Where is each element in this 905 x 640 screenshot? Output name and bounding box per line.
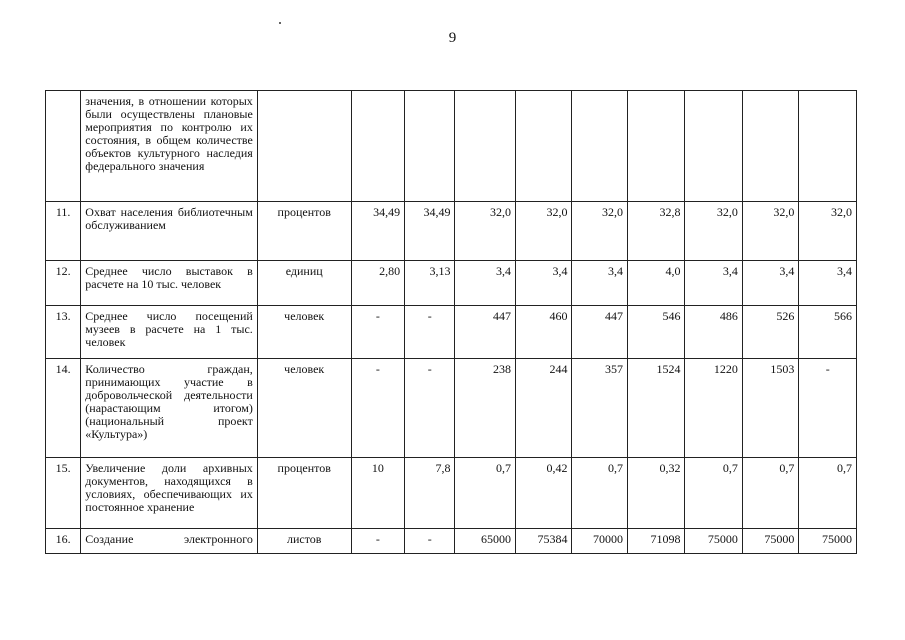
value-cell: 244 bbox=[516, 359, 572, 458]
value-cell bbox=[405, 91, 455, 202]
value-cell: 75000 bbox=[742, 529, 798, 554]
value-cell: 3,4 bbox=[516, 261, 572, 306]
indicator-name: Увеличение доли архивных документов, находящихся в условиях, обеспечивающих их постоянное хранение bbox=[81, 458, 258, 529]
indicators-table bbox=[45, 90, 857, 554]
value-cell: 71098 bbox=[627, 529, 684, 554]
value-cell: 0,7 bbox=[799, 458, 857, 529]
value-cell: - bbox=[799, 359, 857, 458]
value-cell: 0,7 bbox=[572, 458, 627, 529]
value-cell: 34,49 bbox=[405, 202, 455, 261]
value-cell: 0,42 bbox=[516, 458, 572, 529]
table-row bbox=[46, 359, 857, 458]
value-cell: 75000 bbox=[685, 529, 742, 554]
value-cell: 1503 bbox=[742, 359, 798, 458]
table-row bbox=[46, 91, 857, 202]
value-cell: 486 bbox=[685, 306, 742, 359]
value-cell: 7,8 bbox=[405, 458, 455, 529]
value-cell: 32,0 bbox=[685, 202, 742, 261]
value-cell: 34,49 bbox=[351, 202, 404, 261]
row-number: 15. bbox=[46, 458, 81, 529]
value-cell: - bbox=[405, 529, 455, 554]
row-number: 11. bbox=[46, 202, 81, 261]
value-cell: 3,13 bbox=[405, 261, 455, 306]
unit-cell: человек bbox=[257, 306, 351, 359]
value-cell: 357 bbox=[572, 359, 627, 458]
value-cell: 65000 bbox=[455, 529, 516, 554]
value-cell: 0,7 bbox=[742, 458, 798, 529]
value-cell: 3,4 bbox=[799, 261, 857, 306]
value-cell bbox=[351, 91, 404, 202]
value-cell bbox=[455, 91, 516, 202]
value-cell: - bbox=[405, 359, 455, 458]
value-cell: 566 bbox=[799, 306, 857, 359]
value-cell: 10 bbox=[351, 458, 404, 529]
value-cell: 526 bbox=[742, 306, 798, 359]
unit-cell: единиц bbox=[257, 261, 351, 306]
value-cell: 3,4 bbox=[572, 261, 627, 306]
unit-cell: листов bbox=[257, 529, 351, 554]
value-cell bbox=[742, 91, 798, 202]
value-cell bbox=[799, 91, 857, 202]
unit-cell: процентов bbox=[257, 458, 351, 529]
scan-speck bbox=[279, 22, 281, 24]
value-cell bbox=[516, 91, 572, 202]
value-cell: - bbox=[351, 359, 404, 458]
value-cell: 32,0 bbox=[799, 202, 857, 261]
value-cell bbox=[627, 91, 684, 202]
value-cell: 3,4 bbox=[742, 261, 798, 306]
value-cell: 460 bbox=[516, 306, 572, 359]
row-number: 16. bbox=[46, 529, 81, 554]
row-number: 13. bbox=[46, 306, 81, 359]
indicator-name: Охват населения библиотечным обслуживанием bbox=[81, 202, 258, 261]
value-cell: 3,4 bbox=[685, 261, 742, 306]
table-row bbox=[46, 529, 857, 554]
table-body bbox=[46, 91, 857, 554]
table-row bbox=[46, 306, 857, 359]
indicator-name: Среднее число посещений музеев в расчете на 1 тыс. человек bbox=[81, 306, 258, 359]
value-cell: 75000 bbox=[799, 529, 857, 554]
value-cell: 0,7 bbox=[685, 458, 742, 529]
page-number: 9 bbox=[448, 30, 457, 46]
value-cell: 1220 bbox=[685, 359, 742, 458]
value-cell: 238 bbox=[455, 359, 516, 458]
value-cell: 32,0 bbox=[742, 202, 798, 261]
unit-cell bbox=[257, 91, 351, 202]
indicator-name: Создание электронного bbox=[81, 529, 258, 554]
row-number: 14. bbox=[46, 359, 81, 458]
value-cell: 3,4 bbox=[455, 261, 516, 306]
value-cell bbox=[572, 91, 627, 202]
value-cell: 1524 bbox=[627, 359, 684, 458]
value-cell: 4,0 bbox=[627, 261, 684, 306]
table-row bbox=[46, 261, 857, 306]
value-cell: 2,80 bbox=[351, 261, 404, 306]
value-cell: 0,32 bbox=[627, 458, 684, 529]
value-cell: 447 bbox=[572, 306, 627, 359]
indicator-name: Среднее число выставок в расчете на 10 тыс. человек bbox=[81, 261, 258, 306]
table-row bbox=[46, 202, 857, 261]
table-row bbox=[46, 458, 857, 529]
value-cell: - bbox=[405, 306, 455, 359]
value-cell: - bbox=[351, 306, 404, 359]
indicator-name: значения, в отношении которых были осуществлены плановые мероприятия по контролю их состояния, в общем количестве объектов культурного наследия федерального значения bbox=[81, 91, 258, 202]
value-cell: 32,0 bbox=[572, 202, 627, 261]
value-cell: 70000 bbox=[572, 529, 627, 554]
unit-cell: человек bbox=[257, 359, 351, 458]
value-cell: 75384 bbox=[516, 529, 572, 554]
row-number: 12. bbox=[46, 261, 81, 306]
value-cell: 447 bbox=[455, 306, 516, 359]
unit-cell: процентов bbox=[257, 202, 351, 261]
value-cell bbox=[685, 91, 742, 202]
value-cell: 32,8 bbox=[627, 202, 684, 261]
indicator-name: Количество граждан, принимающих участие в добровольческой деятельности (нарастающим итогом) (национальный проект «Культура») bbox=[81, 359, 258, 458]
value-cell: 32,0 bbox=[455, 202, 516, 261]
row-number bbox=[46, 91, 81, 202]
value-cell: - bbox=[351, 529, 404, 554]
value-cell: 0,7 bbox=[455, 458, 516, 529]
value-cell: 546 bbox=[627, 306, 684, 359]
value-cell: 32,0 bbox=[516, 202, 572, 261]
